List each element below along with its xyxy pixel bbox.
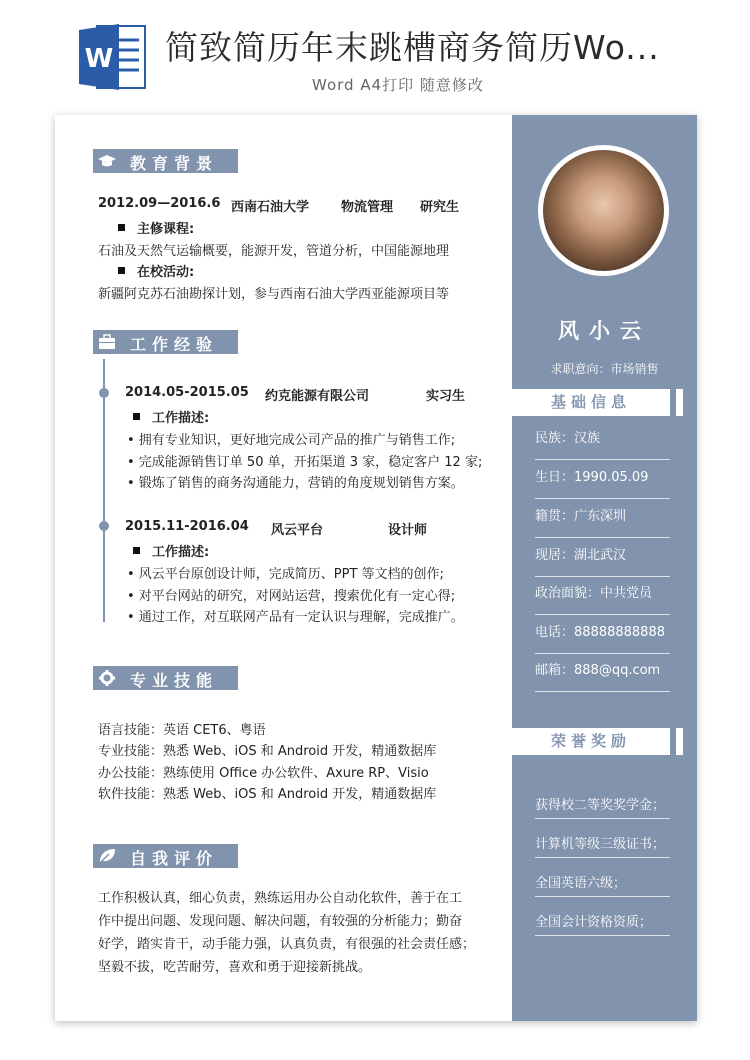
document-subtitle: Word A4打印 随意修改 (312, 76, 484, 94)
experience-heading (93, 330, 238, 354)
skill-item: 办公技能：熟练使用 Office 办公软件、Axure RP、Visio (98, 766, 429, 781)
bullet-square (133, 413, 140, 420)
avatar-photo (543, 150, 664, 271)
info-email: 邮箱：888@qq.com (535, 653, 670, 692)
job-desc-label (133, 541, 209, 560)
job-desc-label (133, 407, 209, 426)
job-item: • 对平台网站的研究，对网站运营，搜索优化有一定心得; (127, 589, 456, 604)
job-company: 风云平台 (271, 523, 324, 538)
experience-heading-text: 工作经验 (130, 335, 219, 354)
heading-accent-bar (676, 389, 683, 416)
self-eval-heading (93, 844, 238, 868)
bullet-square (118, 267, 125, 274)
education-heading (93, 149, 238, 173)
job-item: • 完成能源销售订单 50 单，开拓渠道 3 家，稳定客户 12 家; (127, 455, 483, 470)
job-period: 2015.11-2016.04 (125, 519, 249, 534)
skills-heading-text: 专业技能 (130, 671, 219, 690)
activities-text: 新疆阿克苏石油勘探计划，参与西南石油大学西亚能源项目等 (98, 287, 450, 302)
job-role: 设计师 (388, 523, 428, 538)
timeline-dot (99, 388, 109, 398)
leaf-icon (98, 848, 116, 864)
info-political: 政治面貌：中共党员 (535, 576, 670, 615)
self-eval-line: 作中提出问题、发现问题、解决问题，有较强的分析能力；勤奋 (98, 914, 463, 929)
svg-text:W: W (84, 44, 114, 74)
honors-heading: 荣誉奖励 (512, 728, 670, 755)
courses-text: 石油及天然气运输概要，能源开发，管道分析，中国能源地理 (98, 244, 450, 259)
bullet-square (133, 547, 140, 554)
gear-icon (98, 670, 116, 686)
honor-item: 全国英语六级； (535, 858, 670, 897)
activities-label-text: 在校活动: (137, 265, 195, 280)
experience-timeline (103, 359, 105, 622)
document-title: 简致简历年末跳槽商务简历Wo... (165, 28, 660, 67)
honor-item: 全国会计资格资质； (535, 897, 670, 936)
job-period: 2014.05-2015.05 (125, 385, 249, 400)
info-birthday: 生日：1990.05.09 (535, 460, 670, 499)
bullet-square (118, 224, 125, 231)
candidate-name: 风小云 (558, 319, 651, 343)
job-desc-label-text: 工作描述: (152, 545, 210, 560)
skill-item: 专业技能：熟悉 Web、iOS 和 Android 开发，精通数据库 (98, 744, 437, 759)
info-residence: 现居：湖北武汉 (535, 538, 670, 577)
job-company: 约克能源有限公司 (265, 389, 370, 404)
graduation-cap-icon (98, 153, 116, 169)
basic-info-heading: 基础信息 (512, 389, 670, 416)
skills-heading (93, 666, 238, 690)
briefcase-icon (98, 334, 116, 350)
skill-item: 语言技能：英语 CET6、粤语 (98, 723, 266, 738)
resume-page (55, 115, 697, 1021)
avatar (538, 145, 669, 276)
job-role: 实习生 (426, 389, 466, 404)
education-heading-text: 教育背景 (130, 154, 219, 173)
edu-period: 2012.09—2016.6 (98, 196, 221, 211)
courses-label-text: 主修课程: (137, 222, 195, 237)
job-desc-label-text: 工作描述: (152, 411, 210, 426)
info-phone: 电话：88888888888 (535, 615, 670, 654)
info-ethnicity: 民族：汉族 (535, 421, 670, 460)
honor-item: 计算机等级三级证书； (535, 819, 670, 858)
document-header (0, 0, 750, 105)
edu-school: 西南石油大学 (231, 200, 310, 215)
heading-accent-bar (676, 728, 683, 755)
job-intent: 求职意向：市场销售 (550, 362, 659, 376)
skill-item: 软件技能：熟悉 Web、iOS 和 Android 开发，精通数据库 (98, 787, 437, 802)
timeline-dot (99, 521, 109, 531)
self-eval-line: 坚毅不拔，吃苦耐劳，喜欢和勇于迎接新挑战。 (98, 960, 372, 975)
activities-label (118, 261, 194, 280)
word-doc-icon (79, 22, 147, 92)
edu-major: 物流管理 (341, 200, 394, 215)
courses-label (118, 218, 194, 237)
self-eval-line: 好学，踏实肯干，动手能力强，认真负责，有很强的社会责任感； (98, 937, 476, 952)
edu-degree: 研究生 (420, 200, 460, 215)
job-item: • 风云平台原创设计师，完成简历、PPT 等文档的创作; (127, 567, 444, 582)
self-eval-line: 工作积极认真，细心负责，熟练运用办公自动化软件，善于在工 (98, 891, 463, 906)
info-hometown: 籍贯：广东深圳 (535, 499, 670, 538)
job-item: • 通过工作，对互联网产品有一定认识与理解，完成推广。 (127, 610, 464, 625)
self-eval-heading-text: 自我评价 (130, 849, 219, 868)
job-item: • 锻炼了销售的商务沟通能力，营销的角度规划销售方案。 (127, 476, 464, 491)
honor-item: 获得校二等奖奖学金； (535, 780, 670, 819)
job-item: • 拥有专业知识，更好地完成公司产品的推广与销售工作; (127, 433, 456, 448)
